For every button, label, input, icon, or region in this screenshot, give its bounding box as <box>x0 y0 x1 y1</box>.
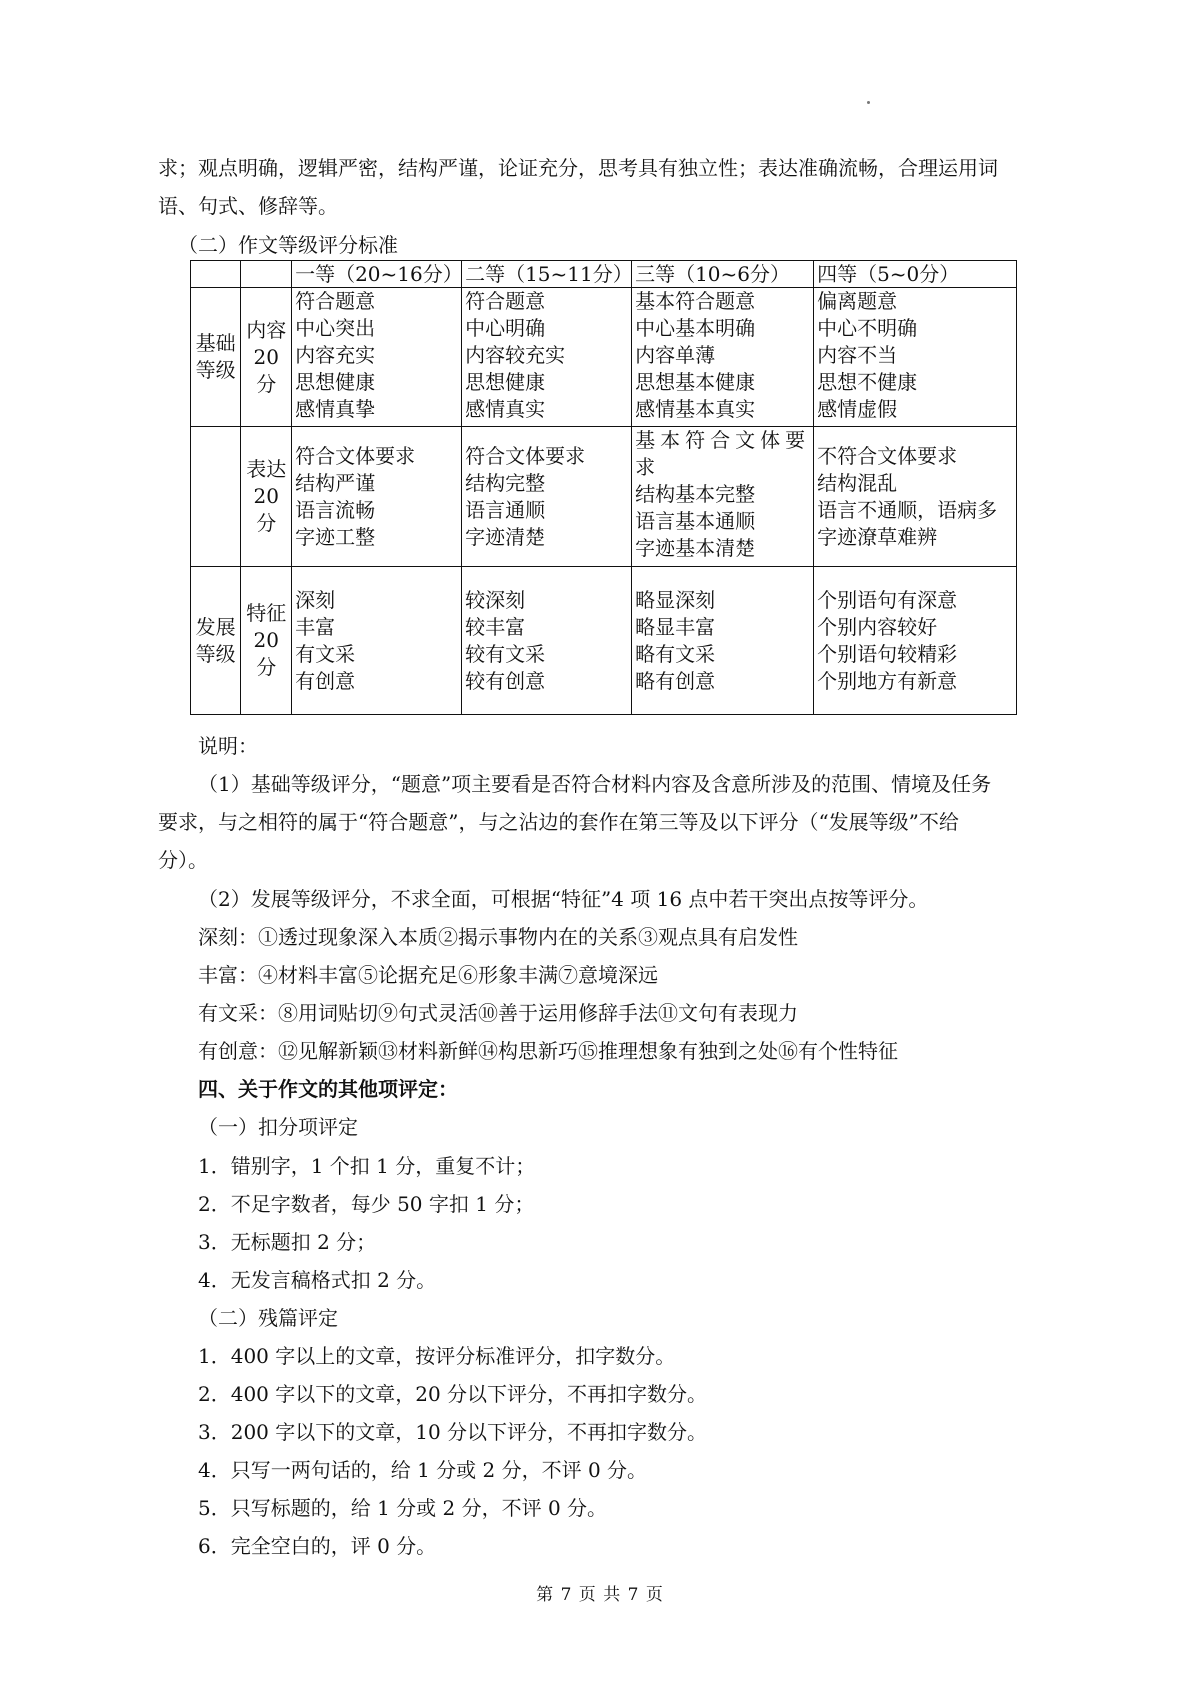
aspect-features-label <box>241 567 292 715</box>
table-row-expression <box>191 427 1017 567</box>
note-1-line-1: （1）基础等级评分，“题意”项主要看是否符合材料内容及含意所涉及的范围、情境及任务 <box>198 772 992 796</box>
cell-line: 符合文体要求 <box>295 443 416 468</box>
group-development-label <box>191 567 241 715</box>
cell-line: 偏离题意 <box>817 289 898 313</box>
cell-line: 思想不健康 <box>817 370 918 394</box>
cell-line: 略有文采 <box>635 641 716 666</box>
aspect-label-top: 表达 <box>246 457 287 481</box>
aspect-label-bottom: 20 分 <box>253 628 279 679</box>
cell-line: 语言流畅 <box>295 497 376 522</box>
header-empty <box>191 261 241 288</box>
cell-line: 个别语句较精彩 <box>817 641 958 666</box>
cell-line: 深刻 <box>295 587 336 612</box>
incomplete-item: 2．400 字以下的文章，20 分以下评分，不再扣字数分。 <box>198 1382 708 1406</box>
scan-dot <box>867 101 870 104</box>
intro-line-1: 求；观点明确，逻辑严密，结构严谨，论证充分，思考具有独立性；表达准确流畅，合理运用词 <box>158 156 998 180</box>
subsection-deductions: （一）扣分项评定 <box>198 1115 358 1139</box>
cell-line: 不符合文体要求 <box>817 443 958 468</box>
header-grade-3: 三等（10~6分） <box>632 261 814 288</box>
cell-line: 略有创意 <box>635 668 716 693</box>
cell-line: 结构混乱 <box>817 470 898 495</box>
intro-line-2: 语、句式、修辞等。 <box>158 194 338 218</box>
cell-line: 较深刻 <box>465 587 526 612</box>
cell-line: 符合题意 <box>295 289 376 313</box>
cell-content-grade-2 <box>462 288 632 427</box>
cell-line: 基本符合题意 <box>635 289 756 313</box>
cell-line: 较有文采 <box>465 641 546 666</box>
table-header-row <box>191 261 1017 288</box>
cell-line: 丰富 <box>295 614 336 639</box>
cell-line: 符合题意 <box>465 289 546 313</box>
aspect-label-top: 特征 <box>246 601 287 625</box>
cell-line: 较丰富 <box>465 614 526 639</box>
cell-expression-grade-4 <box>814 427 1017 567</box>
group-label-top: 发展 <box>195 614 236 639</box>
subsection-incomplete: （二）残篇评定 <box>198 1306 338 1330</box>
incomplete-item: 3．200 字以下的文章，10 分以下评分，不再扣字数分。 <box>198 1420 708 1444</box>
cell-expression-grade-3 <box>632 427 814 567</box>
cell-line: 个别语句有深意 <box>817 587 958 612</box>
cell-features-grade-1 <box>292 567 462 715</box>
cell-line: 个别内容较好 <box>817 614 938 639</box>
cell-line: 较有创意 <box>465 668 546 693</box>
cell-line: 字迹工整 <box>295 524 376 549</box>
notes-label: 说明： <box>198 734 258 758</box>
cell-line: 求 <box>635 455 656 479</box>
header-grade-2: 二等（15~11分） <box>462 261 632 288</box>
cell-line: 基本符合文体要 <box>635 428 811 452</box>
cell-line: 语言通顺 <box>465 497 546 522</box>
note-1-line-2: 要求，与之相符的属于“符合题意”，与之沾边的套作在第三等及以下评分（“发展等级”不给 <box>158 810 959 834</box>
cell-line: 字迹基本清楚 <box>635 536 756 560</box>
cell-line: 个别地方有新意 <box>817 668 958 693</box>
cell-line: 中心明确 <box>465 316 546 340</box>
cell-line: 内容单薄 <box>635 343 716 367</box>
cell-line: 思想健康 <box>295 370 376 394</box>
cell-line: 思想健康 <box>465 370 546 394</box>
cell-expression-grade-1 <box>292 427 462 567</box>
note-1-line-3: 分）。 <box>158 848 208 872</box>
cell-line: 符合文体要求 <box>465 443 586 468</box>
cell-features-grade-4 <box>814 567 1017 715</box>
cell-line: 有文采 <box>295 641 356 666</box>
cell-line: 略显深刻 <box>635 587 716 612</box>
note-deep: 深刻：①透过现象深入本质②揭示事物内在的关系③观点具有启发性 <box>198 925 798 949</box>
cell-line: 内容较充实 <box>465 343 566 367</box>
incomplete-item: 5．只写标题的，给 1 分或 2 分，不评 0 分。 <box>198 1496 608 1520</box>
cell-features-grade-2 <box>462 567 632 715</box>
cell-line: 中心不明确 <box>817 316 918 340</box>
grading-table <box>190 260 1017 715</box>
cell-line: 结构完整 <box>465 470 546 495</box>
deduction-item: 2．不足字数者，每少 50 字扣 1 分； <box>198 1192 535 1216</box>
note-creative: 有创意：⑫见解新颖⑬材料新鲜⑭构思新巧⑮推理想象有独到之处⑯有个性特征 <box>198 1039 898 1063</box>
deduction-item: 1．错别字，1 个扣 1 分，重复不计； <box>198 1154 536 1178</box>
aspect-label-top: 内容 <box>246 317 287 342</box>
cell-line: 语言不通顺，语病多 <box>817 497 998 522</box>
cell-line: 感情基本真实 <box>635 397 756 421</box>
note-2: （2）发展等级评分，不求全面，可根据“特征”4 项 16 点中若干突出点按等评分。 <box>198 887 929 911</box>
section-4-title: 四、关于作文的其他项评定： <box>198 1077 458 1101</box>
group-basic-continued <box>191 427 241 567</box>
cell-expression-grade-2 <box>462 427 632 567</box>
aspect-label-bottom: 20 分 <box>253 344 279 396</box>
cell-line: 内容不当 <box>817 343 898 367</box>
cell-line: 语言基本通顺 <box>635 509 756 533</box>
cell-line: 结构基本完整 <box>635 482 756 506</box>
deduction-item: 3．无标题扣 2 分； <box>198 1230 377 1254</box>
group-basic-label <box>191 288 241 427</box>
incomplete-item: 6．完全空白的，评 0 分。 <box>198 1534 437 1558</box>
header-empty <box>241 261 292 288</box>
table-row-content <box>191 288 1017 427</box>
cell-line: 略显丰富 <box>635 614 716 639</box>
deduction-item: 4．无发言稿格式扣 2 分。 <box>198 1268 437 1292</box>
cell-line: 字迹清楚 <box>465 524 546 549</box>
group-label-bottom: 等级 <box>195 358 236 382</box>
aspect-content-label <box>241 288 292 427</box>
note-rich: 丰富：④材料丰富⑤论据充足⑥形象丰满⑦意境深远 <box>198 963 658 987</box>
cell-line: 字迹潦草难辨 <box>817 524 938 549</box>
cell-line: 思想基本健康 <box>635 370 756 394</box>
cell-content-grade-3 <box>632 288 814 427</box>
cell-line: 感情真挚 <box>295 397 376 421</box>
group-label-top: 基础 <box>195 331 236 355</box>
header-grade-1: 一等（20~16分） <box>292 261 462 288</box>
cell-content-grade-4 <box>814 288 1017 427</box>
header-grade-4: 四等（5~0分） <box>814 261 1017 288</box>
cell-line: 感情虚假 <box>817 397 898 421</box>
note-literary: 有文采：⑧用词贴切⑨句式灵活⑩善于运用修辞手法⑪文句有表现力 <box>198 1001 798 1025</box>
cell-line: 结构严谨 <box>295 470 376 495</box>
cell-line: 感情真实 <box>465 397 546 421</box>
cell-content-grade-1 <box>292 288 462 427</box>
cell-line: 中心突出 <box>295 316 376 340</box>
page-footer: 第 7 页 共 7 页 <box>536 1585 664 1605</box>
cell-line: 有创意 <box>295 668 356 693</box>
table-row-features <box>191 567 1017 715</box>
group-label-bottom: 等级 <box>195 641 236 666</box>
aspect-expression-label <box>241 427 292 567</box>
cell-line: 内容充实 <box>295 343 376 367</box>
cell-line: 中心基本明确 <box>635 316 756 340</box>
cell-features-grade-3 <box>632 567 814 715</box>
section-title-grading: （二）作文等级评分标准 <box>178 233 398 257</box>
incomplete-item: 1．400 字以上的文章，按评分标准评分，扣字数分。 <box>198 1344 676 1368</box>
aspect-label-bottom: 20 分 <box>253 484 279 535</box>
incomplete-item: 4．只写一两句话的，给 1 分或 2 分，不评 0 分。 <box>198 1458 648 1482</box>
